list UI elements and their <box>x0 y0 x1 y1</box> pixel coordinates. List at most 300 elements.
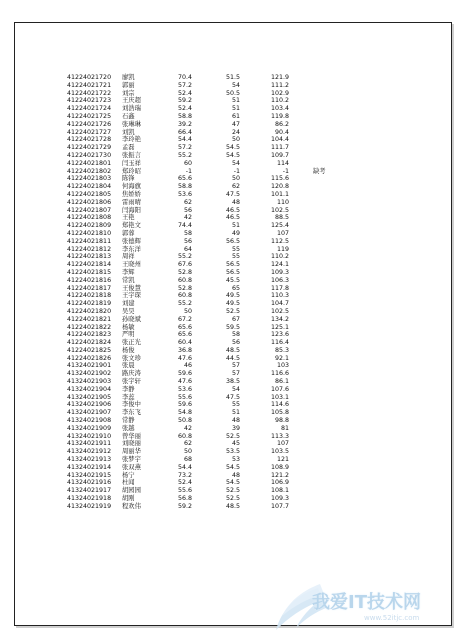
score-a-cell: 73.2 <box>177 471 192 479</box>
student-id-cell: 41224021730 <box>67 151 112 159</box>
score-a-cell: 60.8 <box>177 292 192 300</box>
score-a-cell: 65.6 <box>177 175 192 183</box>
score-a-cell: 54.4 <box>177 136 192 144</box>
score-b-cell: 58 <box>231 331 240 339</box>
score-b-cell: 52.5 <box>225 487 240 495</box>
student-name-cell: 张正光 <box>122 339 141 347</box>
total-score-cell: 88.5 <box>274 214 289 222</box>
student-id-cell: 41224021720 <box>67 74 112 81</box>
table-row <box>67 230 447 238</box>
total-score-cell: 86.2 <box>274 120 289 128</box>
score-a-cell: 52.4 <box>177 479 192 487</box>
total-score-cell: 101.1 <box>270 190 289 198</box>
student-name-cell: 李俊中 <box>122 401 141 409</box>
student-name-cell: 张宇轩 <box>122 378 141 386</box>
student-id-cell: 41224021813 <box>67 253 112 261</box>
student-id-cell: 41224021724 <box>67 105 112 113</box>
site-watermark <box>268 582 468 638</box>
total-score-cell: 90.4 <box>274 128 289 136</box>
total-score-cell: 109.3 <box>270 268 289 276</box>
student-id-cell: 41224021825 <box>67 346 112 354</box>
table-row <box>67 448 447 456</box>
student-id-cell: 41324021909 <box>67 424 112 432</box>
score-a-cell: 66.4 <box>177 128 192 136</box>
student-id-cell: 41224021811 <box>67 237 112 245</box>
score-b-cell: 49 <box>231 229 240 237</box>
student-id-cell: 41224021823 <box>67 331 112 339</box>
student-id-cell: 41224021816 <box>67 276 112 284</box>
student-name-cell: 李蕊 <box>122 393 135 401</box>
score-a-cell: 39.2 <box>177 120 192 128</box>
table-row <box>67 113 447 121</box>
student-name-cell: 程欢伟 <box>122 502 141 510</box>
score-b-cell: 53 <box>231 456 240 464</box>
student-name-cell: 周丽华 <box>122 448 141 456</box>
student-id-cell: 41224021802 <box>67 167 112 175</box>
total-score-cell: 107 <box>276 440 289 448</box>
student-id-cell: 41324021901 <box>67 362 112 370</box>
table-row <box>67 261 447 269</box>
student-name-cell: 陈锋 <box>122 175 135 183</box>
table-row <box>67 74 447 82</box>
student-id-cell: 41324021908 <box>67 417 112 425</box>
student-id-cell: 41324021919 <box>67 502 112 510</box>
score-b-cell: 52.5 <box>225 307 240 315</box>
student-name-cell: 常静 <box>122 417 135 425</box>
score-a-cell: 62 <box>183 198 192 206</box>
student-id-cell: 41224021727 <box>67 128 112 136</box>
total-score-cell: 85.3 <box>274 346 289 354</box>
table-row <box>67 456 447 464</box>
student-id-cell: 41324021918 <box>67 495 112 503</box>
student-id-cell: 41224021817 <box>67 284 112 292</box>
total-score-cell: 103.4 <box>270 105 289 113</box>
score-a-cell: 74.4 <box>177 222 192 230</box>
student-name-cell: 路庆涛 <box>122 370 141 378</box>
student-name-cell: 常凯 <box>122 276 135 284</box>
score-a-cell: 64 <box>183 245 192 253</box>
score-a-cell: 52.4 <box>177 105 192 113</box>
table-row <box>67 347 447 355</box>
score-b-cell: 52.5 <box>225 432 240 440</box>
student-id-cell: 41224021804 <box>67 183 112 191</box>
score-b-cell: 47 <box>231 120 240 128</box>
student-id-cell: 41224021806 <box>67 198 112 206</box>
student-name-cell: 王庆超 <box>122 97 141 105</box>
score-a-cell: 47.6 <box>177 378 192 386</box>
total-score-cell: 105.8 <box>270 409 289 417</box>
score-b-cell: 56 <box>231 339 240 347</box>
score-b-cell: 44.5 <box>225 354 240 362</box>
total-score-cell: 81 <box>280 424 289 432</box>
student-name-cell: 张越 <box>122 424 135 432</box>
table-row <box>67 121 447 129</box>
score-a-cell: 53.6 <box>177 190 192 198</box>
table-row <box>67 316 447 324</box>
total-score-cell: 108.9 <box>270 463 289 471</box>
total-score-cell: 109.3 <box>270 495 289 503</box>
total-score-cell: 107.6 <box>270 385 289 393</box>
student-name-cell: 张德辉 <box>122 237 141 245</box>
table-row <box>67 378 447 386</box>
table-row <box>67 136 447 144</box>
student-id-cell: 41324021917 <box>67 487 112 495</box>
total-score-cell: 111.2 <box>270 81 289 89</box>
student-name-cell: 张晨 <box>122 362 135 370</box>
score-b-cell: 48 <box>231 198 240 206</box>
total-score-cell: 125.4 <box>270 222 289 230</box>
score-a-cell: 62 <box>183 440 192 448</box>
score-a-cell: 70.4 <box>177 74 192 81</box>
score-b-cell: 48.5 <box>225 346 240 354</box>
score-b-cell: 45.5 <box>225 276 240 284</box>
score-a-cell: 50 <box>183 307 192 315</box>
score-b-cell: 54.5 <box>225 151 240 159</box>
student-name-cell: 张振言 <box>122 151 141 159</box>
student-id-cell: 41224021826 <box>67 354 112 362</box>
score-a-cell: 54.8 <box>177 409 192 417</box>
score-a-cell: 42 <box>183 214 192 222</box>
score-a-cell: 56 <box>183 237 192 245</box>
score-b-cell: 52.5 <box>225 495 240 503</box>
score-a-cell: 60.4 <box>177 339 192 347</box>
student-name-cell: 石鑫 <box>122 112 135 120</box>
total-score-cell: 114 <box>276 159 289 167</box>
table-row <box>67 503 447 511</box>
total-score-cell: 103.1 <box>270 393 289 401</box>
student-name-cell: 焦娇娇 <box>122 190 141 198</box>
total-score-cell: 121 <box>276 456 289 464</box>
total-score-cell: 102.5 <box>270 206 289 214</box>
student-id-cell: 41324021912 <box>67 448 112 456</box>
student-name-cell: 郭蓉 <box>122 229 135 237</box>
score-a-cell: 59.2 <box>177 97 192 105</box>
score-a-cell: 55.6 <box>177 487 192 495</box>
score-b-cell: 56.5 <box>225 268 240 276</box>
score-a-cell: 56 <box>183 206 192 214</box>
score-a-cell: 52.4 <box>177 89 192 97</box>
student-name-cell: 孟磊 <box>122 144 135 152</box>
student-name-cell: 李玲艳 <box>122 136 141 144</box>
score-b-cell: 55 <box>231 245 240 253</box>
student-name-cell: 廖凯 <box>122 74 135 81</box>
total-score-cell: 116.4 <box>270 339 289 347</box>
score-b-cell: -1 <box>233 167 240 175</box>
score-b-cell: 24 <box>231 128 240 136</box>
score-a-cell: 68 <box>183 456 192 464</box>
table-row <box>67 308 447 316</box>
score-a-cell: 57.2 <box>177 144 192 152</box>
student-id-cell: 41324021904 <box>67 385 112 393</box>
score-a-cell: 54.4 <box>177 463 192 471</box>
table-row <box>67 417 447 425</box>
total-score-cell: 121.9 <box>270 74 289 81</box>
document-page <box>14 22 452 626</box>
total-score-cell: 103.5 <box>270 448 289 456</box>
total-score-cell: 104.4 <box>270 136 289 144</box>
table-row <box>67 339 447 347</box>
score-b-cell: 47.5 <box>225 190 240 198</box>
table-row <box>67 199 447 207</box>
table-row <box>67 495 447 503</box>
student-name-cell: 杨俊 <box>122 346 135 354</box>
total-score-cell: 113.3 <box>270 432 289 440</box>
student-name-cell: 刘建 <box>122 300 135 308</box>
score-a-cell: 50 <box>183 448 192 456</box>
score-b-cell: 61 <box>231 112 240 120</box>
score-b-cell: 48 <box>231 417 240 425</box>
total-score-cell: 121.2 <box>270 471 289 479</box>
score-a-cell: 58.8 <box>177 183 192 191</box>
table-row <box>67 152 447 160</box>
score-a-cell: 55.2 <box>177 151 192 159</box>
score-b-cell: 50 <box>231 136 240 144</box>
total-score-cell: 103 <box>276 362 289 370</box>
student-name-cell: 张琳琳 <box>122 120 141 128</box>
student-id-cell: 41324021910 <box>67 432 112 440</box>
student-name-cell: 周祥 <box>122 253 135 261</box>
score-b-cell: 48 <box>231 471 240 479</box>
table-row <box>67 370 447 378</box>
score-b-cell: 49.5 <box>225 300 240 308</box>
score-b-cell: 54.5 <box>225 479 240 487</box>
score-a-cell: 50.8 <box>177 417 192 425</box>
table-row <box>67 222 447 230</box>
score-b-cell: 51 <box>231 222 240 230</box>
total-score-cell: 108.1 <box>270 487 289 495</box>
student-name-cell: 张双燕 <box>122 463 141 471</box>
student-id-cell: 41224021722 <box>67 89 112 97</box>
total-score-cell: 124.1 <box>270 261 289 269</box>
score-b-cell: 54.5 <box>225 463 240 471</box>
score-a-cell: 59.6 <box>177 401 192 409</box>
student-name-cell: 李东洋 <box>122 245 141 253</box>
watermark-url: www.52itjc.com <box>364 614 420 622</box>
total-score-cell: 106.3 <box>270 276 289 284</box>
score-a-cell: 46 <box>183 362 192 370</box>
student-name-cell: 王艳 <box>122 214 135 222</box>
student-id-cell: 41224021807 <box>67 206 112 214</box>
table-row <box>67 214 447 222</box>
table-row <box>67 105 447 113</box>
total-score-cell: 102.9 <box>270 89 289 97</box>
total-score-cell: 92.1 <box>274 354 289 362</box>
table-row <box>67 277 447 285</box>
total-score-cell: 117.8 <box>270 284 289 292</box>
student-id-cell: 41224021723 <box>67 97 112 105</box>
student-name-cell: 张梦宇 <box>122 456 141 464</box>
student-id-cell: 41324021902 <box>67 370 112 378</box>
total-score-cell: 107 <box>276 229 289 237</box>
note-cell: 缺考 <box>313 167 326 175</box>
score-b-cell: 47.5 <box>225 393 240 401</box>
score-b-cell: 46.5 <box>225 206 240 214</box>
total-score-cell: 123.6 <box>270 331 289 339</box>
student-name-cell: 郭丽 <box>122 81 135 89</box>
total-score-cell: 112.5 <box>270 237 289 245</box>
student-id-cell: 41224021818 <box>67 292 112 300</box>
total-score-cell: 110.2 <box>270 253 289 261</box>
total-score-cell: 120.8 <box>270 183 289 191</box>
total-score-cell: 114.6 <box>270 401 289 409</box>
student-name-cell: 郑艳文 <box>122 222 141 230</box>
score-a-cell: 59.6 <box>177 370 192 378</box>
total-score-cell: -1 <box>282 167 289 175</box>
student-name-cell: 李东飞 <box>122 409 141 417</box>
table-row <box>67 409 447 417</box>
score-b-cell: 46.5 <box>225 214 240 222</box>
total-score-cell: 134.2 <box>270 315 289 323</box>
student-id-cell: 41324021905 <box>67 393 112 401</box>
student-name-cell: 杨敏 <box>122 323 135 331</box>
student-name-cell: 李辉 <box>122 268 135 276</box>
total-score-cell: 102.5 <box>270 307 289 315</box>
student-name-cell: 李静 <box>122 385 135 393</box>
table-row <box>67 425 447 433</box>
score-a-cell: 67.2 <box>177 315 192 323</box>
table-row <box>67 464 447 472</box>
score-b-cell: 54 <box>231 385 240 393</box>
total-score-cell: 98.8 <box>274 417 289 425</box>
total-score-cell: 106.9 <box>270 479 289 487</box>
table-row <box>67 300 447 308</box>
table-row <box>67 487 447 495</box>
student-id-cell: 41224021820 <box>67 307 112 315</box>
score-a-cell: 59.2 <box>177 502 192 510</box>
student-id-cell: 41224021824 <box>67 339 112 347</box>
total-score-cell: 104.7 <box>270 300 289 308</box>
student-id-cell: 41224021814 <box>67 261 112 269</box>
table-row <box>67 183 447 191</box>
student-name-cell: 杜闻 <box>122 479 135 487</box>
student-id-cell: 41324021915 <box>67 471 112 479</box>
score-table <box>67 74 447 511</box>
score-b-cell: 50.5 <box>225 89 240 97</box>
score-a-cell: 55.6 <box>177 393 192 401</box>
student-id-cell: 41224021801 <box>67 159 112 167</box>
watermark-text: 我爱IT技术网 <box>312 592 421 613</box>
table-row <box>67 160 447 168</box>
table-row <box>67 253 447 261</box>
score-b-cell: 53.5 <box>225 448 240 456</box>
score-a-cell: 60.8 <box>177 276 192 284</box>
table-row <box>67 82 447 90</box>
score-a-cell: 67.6 <box>177 261 192 269</box>
table-row <box>67 269 447 277</box>
student-id-cell: 41224021809 <box>67 222 112 230</box>
table-row <box>67 175 447 183</box>
score-b-cell: 62 <box>231 183 240 191</box>
score-a-cell: -1 <box>185 167 192 175</box>
student-name-cell: 王俊慧 <box>122 284 141 292</box>
student-name-cell: 胡刚 <box>122 495 135 503</box>
total-score-cell: 116.6 <box>270 370 289 378</box>
student-name-cell: 郑玲昭 <box>122 167 141 175</box>
total-score-cell: 109.7 <box>270 151 289 159</box>
table-row <box>67 292 447 300</box>
student-name-cell: 孙晓斌 <box>122 315 141 323</box>
total-score-cell: 119.8 <box>270 112 289 120</box>
student-name-cell: 王晓州 <box>122 261 141 269</box>
student-name-cell: 胡园园 <box>122 487 141 495</box>
student-name-cell: 刘晓丽 <box>122 440 141 448</box>
score-b-cell: 54 <box>231 159 240 167</box>
score-a-cell: 52.8 <box>177 284 192 292</box>
student-name-cell: 刘浩瑞 <box>122 105 141 113</box>
total-score-cell: 110.2 <box>270 97 289 105</box>
score-b-cell: 57 <box>231 370 240 378</box>
score-b-cell: 56.5 <box>225 237 240 245</box>
student-name-cell: 闫玉祥 <box>122 159 141 167</box>
score-a-cell: 65.6 <box>177 323 192 331</box>
total-score-cell: 125.1 <box>270 323 289 331</box>
table-row <box>67 144 447 152</box>
student-id-cell: 41324021903 <box>67 378 112 386</box>
student-name-cell: 张文珍 <box>122 354 141 362</box>
score-a-cell: 58 <box>183 229 192 237</box>
score-b-cell: 50 <box>231 175 240 183</box>
student-id-cell: 41224021821 <box>67 315 112 323</box>
student-id-cell: 41224021729 <box>67 144 112 152</box>
student-id-cell: 41224021728 <box>67 136 112 144</box>
score-b-cell: 65 <box>231 284 240 292</box>
student-name-cell: 雷雨晴 <box>122 198 141 206</box>
student-id-cell: 41324021916 <box>67 479 112 487</box>
score-b-cell: 54 <box>231 81 240 89</box>
student-id-cell: 41324021906 <box>67 401 112 409</box>
score-a-cell: 55.2 <box>177 253 192 261</box>
student-id-cell: 41224021803 <box>67 175 112 183</box>
student-id-cell: 41324021911 <box>67 440 112 448</box>
student-name-cell: 刘宗 <box>122 89 135 97</box>
score-b-cell: 51 <box>231 409 240 417</box>
score-b-cell: 48.5 <box>225 502 240 510</box>
score-b-cell: 45 <box>231 440 240 448</box>
total-score-cell: 115.6 <box>270 175 289 183</box>
score-b-cell: 54.5 <box>225 144 240 152</box>
student-name-cell: 王宇琛 <box>122 292 141 300</box>
table-row <box>67 386 447 394</box>
table-row <box>67 238 447 246</box>
student-id-cell: 41224021726 <box>67 120 112 128</box>
student-name-cell: 刘凯 <box>122 128 135 136</box>
score-b-cell: 51 <box>231 105 240 113</box>
total-score-cell: 86.1 <box>274 378 289 386</box>
student-id-cell: 41224021815 <box>67 268 112 276</box>
student-name-cell: 曾华丽 <box>122 432 141 440</box>
total-score-cell: 107.7 <box>270 502 289 510</box>
student-id-cell: 41324021907 <box>67 409 112 417</box>
student-id-cell: 41224021810 <box>67 229 112 237</box>
score-a-cell: 60.8 <box>177 432 192 440</box>
student-id-cell: 41224021822 <box>67 323 112 331</box>
score-a-cell: 53.6 <box>177 385 192 393</box>
score-a-cell: 56.8 <box>177 495 192 503</box>
student-id-cell: 41324021914 <box>67 463 112 471</box>
student-id-cell: 41224021721 <box>67 81 112 89</box>
student-id-cell: 41224021812 <box>67 245 112 253</box>
score-a-cell: 60 <box>183 159 192 167</box>
total-score-cell: 119 <box>276 245 289 253</box>
total-score-cell: 110 <box>276 198 289 206</box>
score-b-cell: 38.5 <box>225 378 240 386</box>
score-a-cell: 52.8 <box>177 268 192 276</box>
student-name-cell: 何海旗 <box>122 183 141 191</box>
score-a-cell: 65.6 <box>177 331 192 339</box>
student-id-cell: 41224021725 <box>67 112 112 120</box>
student-name-cell: 吴昊 <box>122 307 135 315</box>
score-b-cell: 59.5 <box>225 323 240 331</box>
